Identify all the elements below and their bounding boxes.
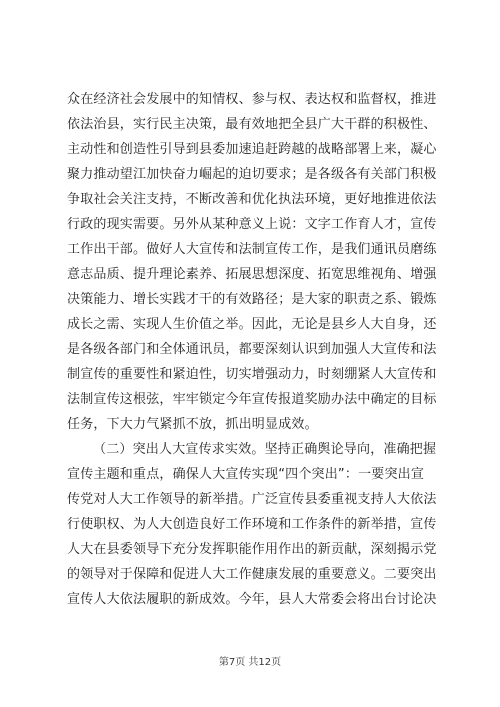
text-line: 是各级各部门和全体通讯员，都要深刻认识到加强人大宣传和法 <box>67 342 437 357</box>
text-line: 工作出干部。做好人大宣传和法制宣传工作，是我们通讯员磨练 <box>67 242 437 257</box>
text-line: （二）突出人大宣传求实效。坚持正确舆论导向，准确把握 <box>93 442 437 457</box>
paragraph-1 <box>67 87 440 437</box>
text-line: 行政的现实需要。另外从某种意义上说：文字工作育人才，宣传 <box>67 217 437 232</box>
text-line: 行使职权、为人大创造良好工作环境和工作条件的新举措，宣传 <box>67 517 437 532</box>
text-line: 众在经济社会发展中的知情权、参与权、表达权和监督权，推进 <box>67 92 437 107</box>
text-line: 聚力推动望江加快奋力崛起的迫切要求；是各级各有关部门积极 <box>67 167 437 182</box>
text-line: 任务，下大力气紧抓不放，抓出明显成效。 <box>67 417 318 432</box>
text-line: 争取社会关注支持，不断改善和优化执法环境，更好地推进依法 <box>67 192 437 207</box>
page-number-footer: 第7页 共12页 <box>218 657 282 668</box>
text-line: 主动性和创造性引导到县委加速追赶跨越的战略部署上来，凝心 <box>67 142 437 157</box>
text-line: 法制宣传这根弦，牢牢锁定今年宣传报道奖励办法中确定的目标 <box>67 392 437 407</box>
text-line: 依法治县，实行民主决策，最有效地把全县广大干群的积极性、 <box>67 117 437 132</box>
text-line: 宣传人大依法履职的新成效。今年，县人大常委会将出台讨论决 <box>67 592 437 607</box>
paragraph-2 <box>67 437 440 612</box>
text-line: 的领导对于保障和促进人大工作健康发展的重要意义。二要突出 <box>67 567 437 582</box>
text-line: 意志品质、提升理论素养、拓展思想深度、拓宽思维视角、增强 <box>67 267 437 282</box>
text-line: 人大在县委领导下充分发挥职能作用作出的新贡献，深刻揭示党 <box>67 542 437 557</box>
text-line: 宣传主题和重点，确保人大宣传实现“四个突出”：一要突出宣 <box>67 467 425 482</box>
text-line: 传党对人大工作领导的新举措。广泛宣传县委重视支持人大依法 <box>67 492 437 507</box>
text-line: 决策能力、增长实践才干的有效路径；是大家的职责之系、锻炼 <box>67 292 437 307</box>
text-line: 制宣传的重要性和紧迫性，切实增强动力，时刻绷紧人大宣传和 <box>67 367 437 382</box>
text-line: 成长之需、实现人生价值之举。因此，无论是县乡人大自身，还 <box>67 317 437 332</box>
